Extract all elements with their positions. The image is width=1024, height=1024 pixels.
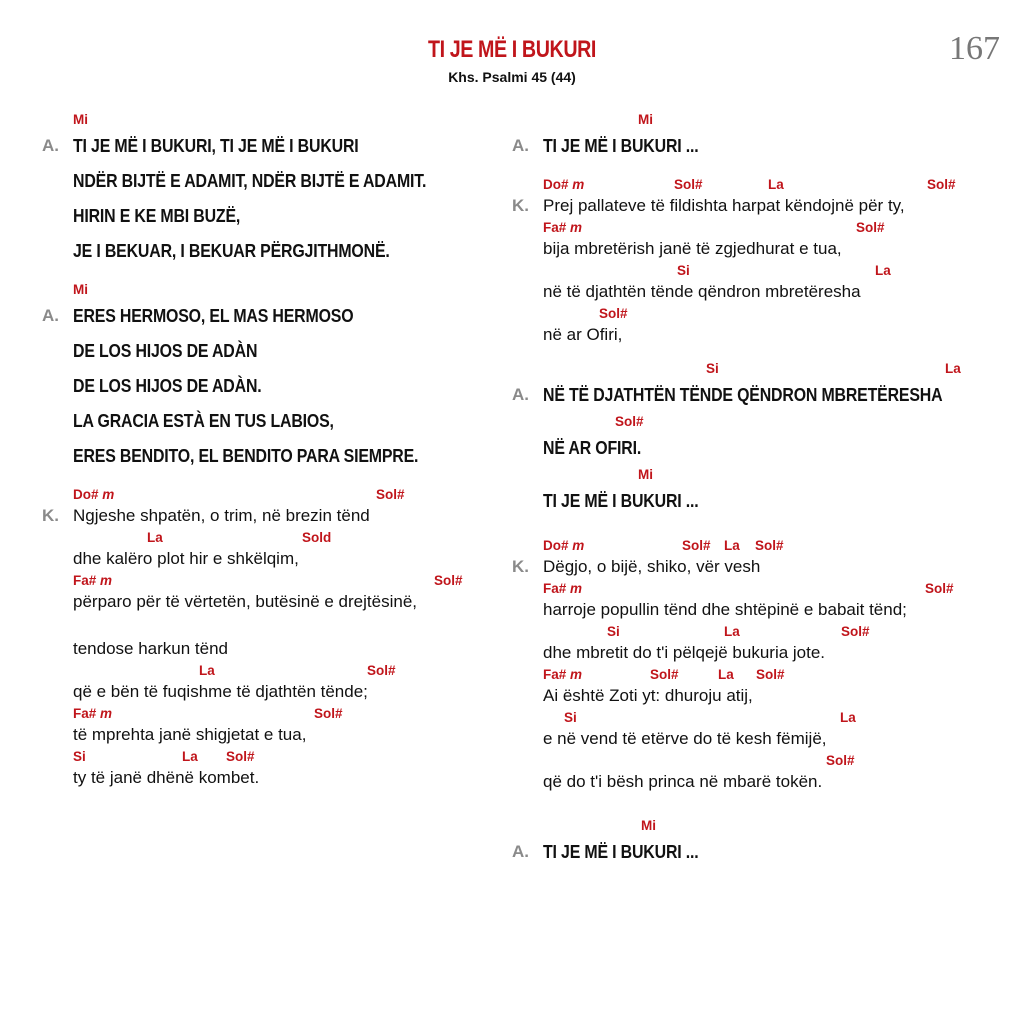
chord-row (543, 359, 1007, 377)
chord: Sol# (314, 706, 343, 721)
chord: Sol# (367, 663, 396, 678)
chord: La (182, 749, 198, 764)
stanza-verse-1 (42, 485, 487, 790)
chord: La (724, 538, 740, 553)
chord: Sol# (674, 177, 703, 192)
song-title: TI JE MË I BUKURI (428, 36, 596, 63)
chord: Sol# (615, 414, 644, 429)
chord-row (73, 747, 487, 765)
lyric-line: TI JE MË I BUKURI, TI JE MË I BUKURI (73, 135, 359, 156)
lyric-line: NË TË DJATHTËN TËNDE QËNDRON MBRETËRESHA (543, 384, 943, 405)
chord: Fa# m (543, 581, 583, 596)
lyric-line: bija mbretërish janë të zgjedhurat e tua, (543, 239, 842, 258)
lyric-line: TI JE MË I BUKURI ... (543, 841, 699, 862)
chord: La (945, 361, 961, 376)
chord: La (875, 263, 891, 278)
chord: Si (73, 749, 86, 764)
chord-row (543, 412, 1007, 430)
chord: Sol# (756, 667, 785, 682)
lyric-line: TI JE MË I BUKURI ... (543, 135, 699, 156)
left-column (42, 110, 487, 802)
chord-row (73, 528, 487, 546)
lyric-line: harroje popullin tënd dhe shtëpinë e babait tënd; (543, 600, 907, 619)
chord: Sol# (826, 753, 855, 768)
lyric-line: ty të janë dhënë kombet. (73, 768, 260, 787)
chord: Sol# (925, 581, 954, 596)
stanza-verse-3 (512, 536, 1007, 794)
chord: Sol# (376, 487, 405, 502)
lyric-line: tendose harkun tënd (73, 639, 229, 658)
chord-row (543, 622, 1007, 640)
chord: Sol# (434, 573, 463, 588)
chord-row (543, 465, 1007, 483)
lyric-line: NDËR BIJTË E ADAMIT, NDËR BIJTË E ADAMIT. (73, 170, 427, 191)
chord: Fa# m (73, 573, 113, 588)
chord: Sol# (682, 538, 711, 553)
right-column (512, 110, 1007, 881)
lyric-line: DE LOS HIJOS DE ADÀN (73, 340, 258, 361)
chord-row (543, 536, 1007, 554)
chord-row (543, 751, 1007, 769)
antiphon-label: A. (512, 136, 529, 155)
lyric-line: në ar Ofiri, (543, 325, 623, 344)
lyric-line: që e bën të fuqishme të djathtën tënde; (73, 682, 368, 701)
lyric-line: JE I BEKUAR, I BEKUAR PËRGJITHMONË. (73, 240, 390, 261)
chord: Fa# m (543, 220, 583, 235)
chord: Fa# m (543, 667, 583, 682)
verse-label: K. (512, 557, 529, 576)
antiphon-label: A. (512, 842, 529, 861)
chord-row (543, 816, 1007, 834)
chord: Mi (638, 467, 653, 482)
chord: Sol# (599, 306, 628, 321)
chord: Mi (638, 112, 653, 127)
chord-row (543, 304, 1007, 322)
lyric-line: dhe kalëro plot hir e shkëlqim, (73, 549, 299, 568)
chord-row (73, 485, 487, 503)
stanza-line (42, 110, 487, 163)
chord: Sol# (650, 667, 679, 682)
lyric-line: DE LOS HIJOS DE ADÀN. (73, 375, 262, 396)
verse-label: K. (42, 506, 59, 525)
chord-row (543, 218, 1007, 236)
lyric-line: përparo për të vërtetën, butësinë e drejtësinë, (73, 592, 417, 611)
chord-row (543, 708, 1007, 726)
chord-row (543, 261, 1007, 279)
lyric-line: Ai është Zoti yt: dhuroju atij, (543, 686, 753, 705)
chord: Si (564, 710, 577, 725)
antiphon-label: A. (42, 306, 59, 325)
chord: Sold (302, 530, 332, 545)
verse-label: K. (512, 196, 529, 215)
chord: La (718, 667, 734, 682)
lyric-line: TI JE MË I BUKURI ... (543, 490, 699, 511)
chord: Si (706, 361, 719, 376)
lyric-line: ERES BENDITO, EL BENDITO PARA SIEMPRE. (73, 445, 419, 466)
chord: La (840, 710, 856, 725)
chord-row (73, 110, 487, 128)
chord-row (73, 661, 487, 679)
lyric-line: Ngjeshe shpatën, o trim, në brezin tënd (73, 506, 370, 525)
chord: Do# m (73, 487, 115, 502)
lyric-line: ERES HERMOSO, EL MAS HERMOSO (73, 305, 354, 326)
chord: Sol# (927, 177, 956, 192)
antiphon-label: A. (42, 136, 59, 155)
chord: Do# m (543, 538, 585, 553)
chord-row (543, 665, 1007, 683)
chord: Sol# (841, 624, 870, 639)
chord: Mi (641, 818, 656, 833)
page-number: 167 (949, 30, 1000, 67)
stanza-antiphon-albanian (42, 110, 487, 268)
lyric-line: dhe mbretit do t'i pëlqejë bukuria jote. (543, 643, 826, 662)
chord: La (724, 624, 740, 639)
stanza-antiphon-spanish (42, 280, 487, 473)
song-subtitle: Khs. Psalmi 45 (44) (448, 69, 576, 85)
chord: Si (607, 624, 620, 639)
chord-row (543, 579, 1007, 597)
lyric-line: LA GRACIA ESTÀ EN TUS LABIOS, (73, 410, 334, 431)
chord: Mi (73, 112, 88, 127)
lyric-line: që do t'i bësh princa në mbarë tokën. (543, 772, 823, 791)
chord-row (73, 571, 487, 589)
chord: Sol# (755, 538, 784, 553)
chord: La (768, 177, 784, 192)
stanza-antiphon-reprise-2 (512, 359, 1007, 518)
chord: La (147, 530, 163, 545)
chord: Sol# (856, 220, 885, 235)
chord: Si (677, 263, 690, 278)
stanza-antiphon-reprise-1 (512, 110, 1007, 163)
lyric-line: Dëgjo, o bijë, shiko, vër vesh (543, 557, 761, 576)
chord: Fa# m (73, 706, 113, 721)
lyric-line: HIRIN E KE MBI BUZË, (73, 205, 241, 226)
chord-row (73, 280, 487, 298)
lyric-line: NË AR OFIRI. (543, 437, 642, 458)
stanza-verse-2 (512, 175, 1007, 347)
lyric-line: Prej pallateve të fildishta harpat këndojnë për ty, (543, 196, 905, 215)
chord-row (543, 175, 1007, 193)
lyric-line: të mprehta janë shigjetat e tua, (73, 725, 307, 744)
chord: Mi (73, 282, 88, 297)
stanza-antiphon-reprise-3 (512, 816, 1007, 869)
chord: Do# m (543, 177, 585, 192)
chord: La (199, 663, 215, 678)
chord-row (73, 704, 487, 722)
antiphon-label: A. (512, 385, 529, 404)
lyric-line: e në vend të etërve do të kesh fëmijë, (543, 729, 827, 748)
chord: Sol# (226, 749, 255, 764)
chord-row (543, 110, 1007, 128)
lyric-line: në të djathtën tënde qëndron mbretëresha (543, 282, 861, 301)
